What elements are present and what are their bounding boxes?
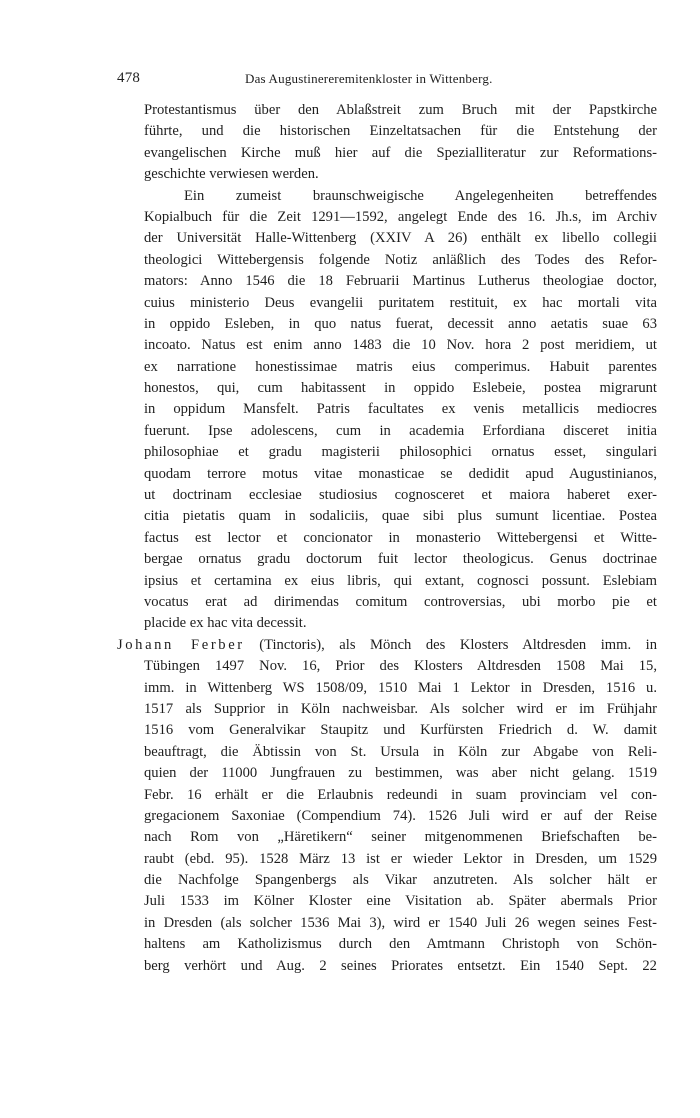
text-line bbox=[117, 186, 657, 207]
text-line bbox=[117, 870, 657, 891]
text-line bbox=[117, 378, 657, 399]
body-text bbox=[117, 100, 657, 977]
text-line bbox=[117, 207, 657, 228]
text-line bbox=[117, 464, 657, 485]
text-line bbox=[117, 293, 657, 314]
text-line bbox=[117, 164, 657, 185]
line-text: in oppido Esleben, in quo natus fuerat, decessit anno aetatis suae 63 bbox=[144, 315, 657, 332]
page-header bbox=[117, 70, 657, 92]
line-text: der Universität Halle-Wittenberg (XXIV A 26) enthält ex libello collegii bbox=[144, 230, 657, 247]
line-text: berg verhört und Aug. 2 seines Priorates entsetzt. Ein 1540 Sept. 22 bbox=[144, 957, 657, 974]
text-line bbox=[117, 314, 657, 335]
text-line bbox=[117, 399, 657, 420]
line-text: gregacionem Saxoniae (Compendium 74). 1526 Juli wird er auf der Reise bbox=[144, 807, 657, 824]
text-line bbox=[117, 100, 657, 121]
line-text: ut doctrinam ecclesiae studiosius cognosceret et maiora haberet exer- bbox=[144, 487, 657, 504]
line-text: in Dresden (als solcher 1536 Mai 3), wird er 1540 Juli 26 wegen seines Fest- bbox=[144, 914, 657, 931]
line-text: vocatus erat ad dirimendas comitum controversias, ubi morbo pie et bbox=[144, 593, 657, 610]
line-text: citia pietatis quam in sodaliciis, quae sibi plus sumunt licentiae. Postea bbox=[144, 508, 657, 525]
text-line bbox=[117, 913, 657, 934]
text-line bbox=[117, 827, 657, 848]
text-line bbox=[117, 335, 657, 356]
line-text: Ein zumeist braunschweigische Angelegenheiten betreffendes bbox=[184, 187, 657, 204]
line-text: fuerunt. Ipse adolescens, cum in academia Erfordiana disceret initia bbox=[144, 422, 657, 439]
text-line bbox=[117, 678, 657, 699]
line-text: quodam terrore motus vitae monasticae se dedidit apud Augustinianos, bbox=[144, 465, 657, 482]
text-line bbox=[117, 528, 657, 549]
line-text: geschichte verwiesen werden. bbox=[144, 166, 319, 183]
text-line bbox=[117, 785, 657, 806]
text-line bbox=[117, 934, 657, 955]
text-line bbox=[117, 442, 657, 463]
text-line bbox=[117, 143, 657, 164]
line-text: in oppidum Mansfelt. Patris facultates ex venis metallicis mediocres bbox=[144, 401, 657, 418]
line-text: Juli 1533 im Kölner Kloster eine Visitation ab. Später abermals Prior bbox=[144, 893, 657, 910]
line-text: beauftragt, die Äbtissin von St. Ursula in Köln zur Abgabe von Reli- bbox=[144, 743, 657, 760]
line-text: evangelischen Kirche muß hier auf die Spezialliteratur zur Reformations- bbox=[144, 144, 657, 161]
text-line bbox=[117, 763, 657, 784]
line-text: Protestantismus über den Ablaßstreit zum Bruch mit der Papstkirche bbox=[144, 102, 657, 118]
text-line bbox=[117, 228, 657, 249]
line-text: bergae ornatus gradu doctorum fuit lector theologicus. Genus doctrinae bbox=[144, 551, 657, 568]
line-text: Kopialbuch für die Zeit 1291—1592, angelegt Ende des 16. Jh.s, im Archiv bbox=[144, 208, 657, 225]
text-line bbox=[117, 613, 657, 634]
line-text: mators: Anno 1546 die 18 Februarii Martinus Lutherus theologiae doctor, bbox=[144, 273, 657, 290]
text-line bbox=[117, 806, 657, 827]
text-line bbox=[117, 956, 657, 977]
text-line bbox=[117, 891, 657, 912]
text-line bbox=[117, 720, 657, 741]
line-text: nach Rom von „Häretikern“ seiner mitgenommenen Briefschaften be- bbox=[144, 829, 657, 846]
text-line bbox=[117, 250, 657, 271]
line-text: factus est lector et concionator in monasterio Wittebergensi et Witte- bbox=[144, 529, 657, 546]
line-text: theologici Wittebergensis folgende Notiz anläßlich des Todes des Refor- bbox=[144, 251, 657, 268]
text-line bbox=[117, 485, 657, 506]
line-text: führte, und die historischen Einzeltatsachen für die Entstehung der bbox=[144, 123, 657, 140]
line-text: Tübingen 1497 Nov. 16, Prior des Klosters Altdresden 1508 Mai 15, bbox=[144, 658, 657, 675]
line-text: philosophiae et gradu magisterii philosophici ornatus esset, singulari bbox=[144, 444, 657, 461]
line-text: 1517 als Supprior in Köln nachweisbar. Als solcher wird er im Frühjahr bbox=[144, 700, 657, 717]
line-text: haltens am Katholizismus durch den Amtmann Christoph von Schön- bbox=[144, 936, 657, 953]
text-line bbox=[117, 271, 657, 292]
line-text: raubt (ebd. 95). 1528 März 13 ist er wieder Lektor in Dresden, um 1529 bbox=[144, 850, 657, 867]
text-line bbox=[117, 571, 657, 592]
text-line bbox=[117, 421, 657, 442]
text-line bbox=[117, 699, 657, 720]
line-text: die Nachfolge Spangenbergs als Vikar anzutreten. Als solcher hält er bbox=[144, 872, 657, 889]
line-text: 1516 vom Generalvikar Staupitz und Kurfürsten Friedrich d. W. damit bbox=[144, 722, 657, 739]
line-text: cuius ministerio Deus evangelii puritatem restituit, ex hac mortali vita bbox=[144, 294, 657, 311]
text-line bbox=[117, 849, 657, 870]
text-line bbox=[117, 506, 657, 527]
text-line bbox=[117, 656, 657, 677]
text-line bbox=[117, 121, 657, 142]
text-line bbox=[117, 592, 657, 613]
text-line bbox=[117, 357, 657, 378]
line-text: Febr. 16 erhält er die Erlaubnis redeundi in suam provinciam vel con- bbox=[144, 786, 657, 803]
running-head: Das Augustinereremitenkloster in Wittenberg. bbox=[245, 71, 493, 86]
line-text: honestos, qui, cum habitassent in oppido Eslebeie, postea migrarunt bbox=[144, 380, 657, 397]
line-text: imm. in Wittenberg WS 1508/09, 1510 Mai 1 Lektor in Dresden, 1516 u. bbox=[144, 679, 657, 696]
line-text: placide ex hac vita decessit. bbox=[144, 615, 307, 632]
text-line bbox=[117, 635, 657, 656]
text-line bbox=[117, 549, 657, 570]
page-number: 478 bbox=[117, 70, 141, 86]
line-text: (Tinctoris), als Mönch des Klosters Altdresden imm. in bbox=[259, 636, 657, 653]
line-text: quien der 11000 Jungfrauen zu bestimmen, was aber nicht gelang. 1519 bbox=[144, 765, 657, 782]
entry-name: Johann Ferber bbox=[117, 636, 245, 653]
line-text: incoato. Natus est enim anno 1483 die 10 Nov. hora 2 post meridiem, ut bbox=[144, 337, 657, 354]
text-line bbox=[117, 742, 657, 763]
line-text: ex narratione honestissimae matris eius comperimus. Habuit parentes bbox=[144, 358, 657, 375]
line-text: ipsius et certamina ex eius libris, qui extant, cognosci possunt. Eslebiam bbox=[144, 572, 657, 589]
